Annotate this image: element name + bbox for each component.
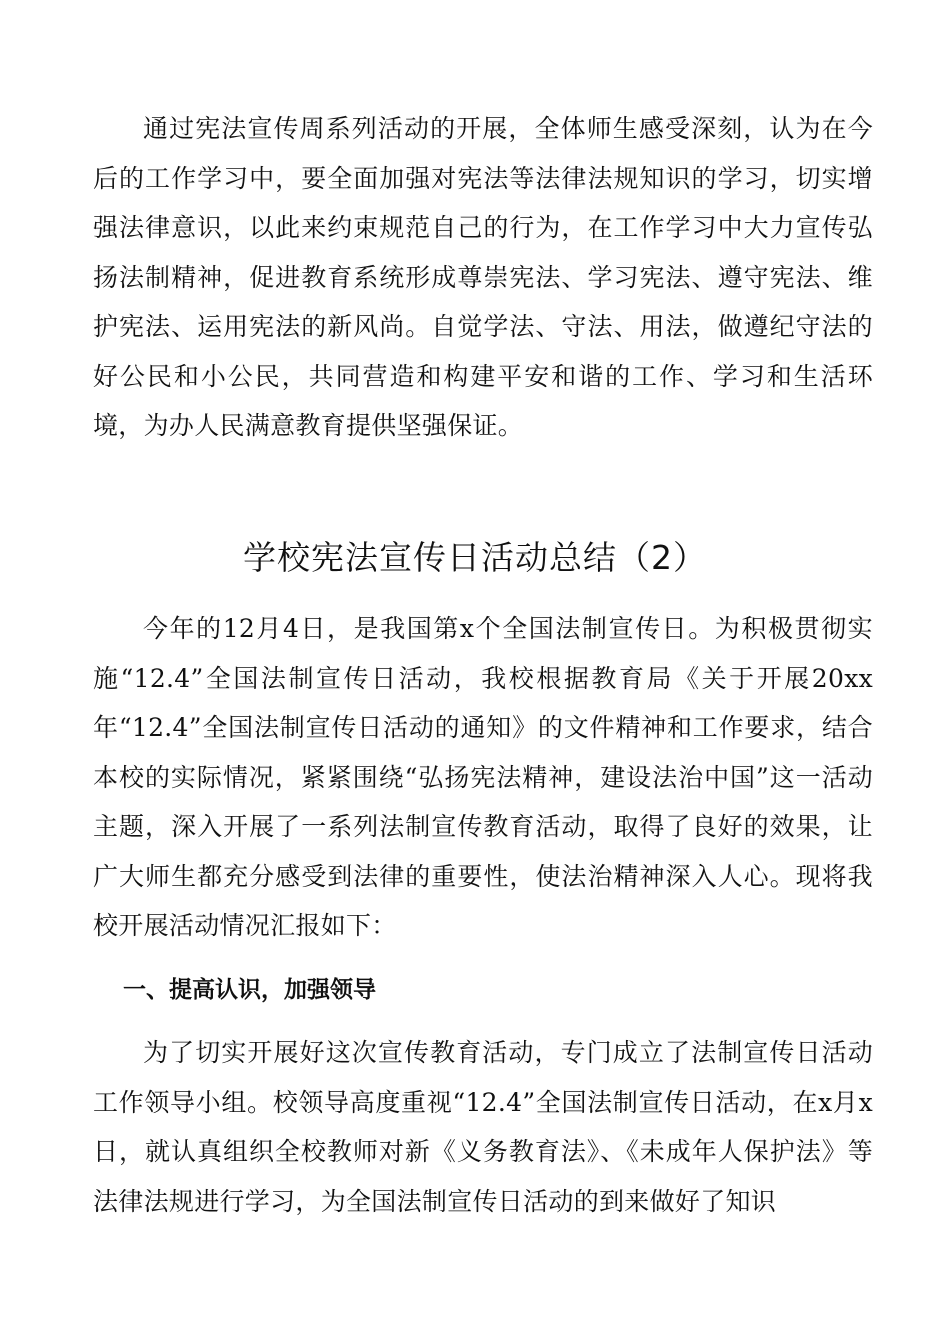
body-paragraph-intro: 今年的12月4日，是我国第x个全国法制宣传日。为积极贯彻实施“12.4”全国法制宣传日活动，我校根据教育局《关于开展20xx年“12.4”全国法制宣传日活动的通知》的文件精神和工作要求，结合本校的实际情况，紧紧围绕“弘扬宪法精神，建设法治中国”这一活动主题，深入开展了一系列法制宣传教育活动，取得了良好的效果，让广大师生都充分感受到法律的重要性，使法治精神深入人心。现将我校开展活动情况汇报如下： (93, 614, 873, 940)
document-title: 学校宪法宣传日活动总结（2） (243, 538, 707, 577)
body-paragraph-section-1: 为了切实开展好这次宣传教育活动，专门成立了法制宣传日活动工作领导小组。校领导高度重视“12.4”全国法制宣传日活动，在x月x日，就认真组织全校教师对新《义务教育法》、《未成年人保护法》等法律法规进行学习，为全国法制宣传日活动的到来做好了知识 (93, 1038, 873, 1216)
section-heading-1: 一、提高认识，加强领导 (123, 977, 376, 1003)
body-paragraph-summary: 通过宪法宣传周系列活动的开展，全体师生感受深刻，认为在今后的工作学习中，要全面加强对宪法等法律法规知识的学习，切实增强法律意识，以此来约束规范自己的行为，在工作学习中大力宣传弘扬法制精神，促进教育系统形成尊崇宪法、学习宪法、遵守宪法、维护宪法、运用宪法的新风尚。自觉学法、守法、用法，做遵纪守法的好公民和小公民，共同营造和构建平安和谐的工作、学习和生活环境，为办人民满意教育提供坚强保证。 (93, 114, 873, 440)
